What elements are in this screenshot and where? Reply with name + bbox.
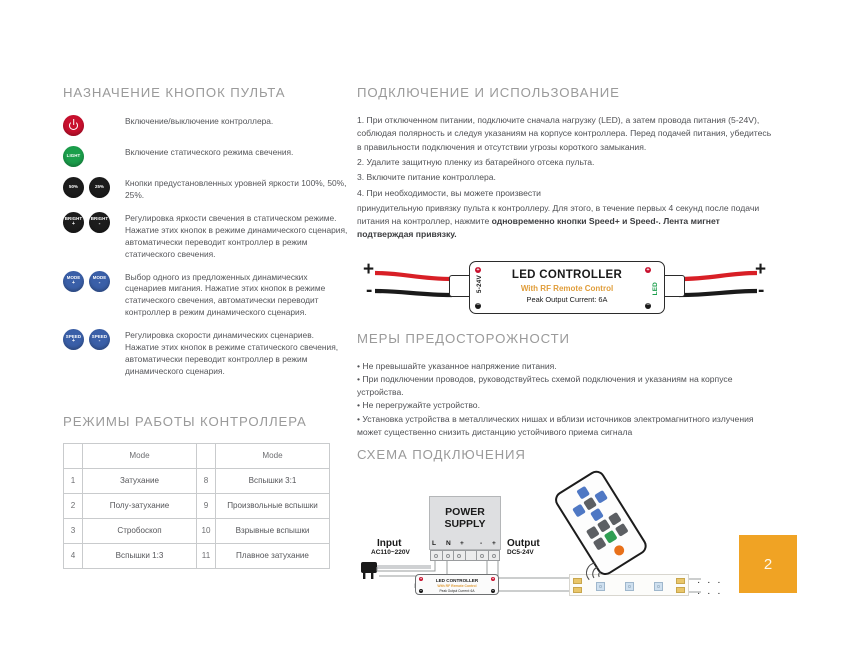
button-label: MODE xyxy=(92,274,107,280)
output-value: DC5-24V xyxy=(507,549,534,557)
button-sign: - xyxy=(98,279,101,286)
button-label: BRIGHT xyxy=(90,216,109,222)
left-strain-relief xyxy=(449,275,471,297)
cell-num: 9 xyxy=(197,493,216,518)
button-group xyxy=(63,270,125,292)
legend-text: Регулировка яркости свечения в статическом режиме. Нажатие этих кнопок в режиме динамического сценария, автоматически переводит контроллер в режим статического свечения. xyxy=(125,212,348,259)
safety-item: • Не перегружайте устройство. xyxy=(357,400,480,411)
cell-num: 10 xyxy=(197,518,216,543)
modes-heading: РЕЖИМЫ РАБОТЫ КОНТРОЛЛЕРА xyxy=(63,413,307,429)
step4-bold: одновременно кнопки Speed+ и Speed-. Лента мигнет подтверждая привязку. xyxy=(357,215,720,239)
strip-pad-plus xyxy=(573,578,582,584)
scheme-controller-body xyxy=(415,574,499,595)
output-plus-dot-icon: + xyxy=(646,266,650,273)
scheme-controller-current: Peak Output Current: 6A xyxy=(439,589,475,594)
speed-plus-button-icon xyxy=(63,329,84,350)
button-group xyxy=(63,211,125,233)
input-plus-dot-icon: + xyxy=(476,266,480,273)
button-sign: + xyxy=(71,338,76,345)
mode-minus-button-icon xyxy=(89,271,110,292)
button-label: 50% xyxy=(68,184,79,190)
wiring-scheme-illustration xyxy=(357,476,777,631)
strip-tail-svg xyxy=(687,574,717,604)
controller-subtitle: With RF Remote Control xyxy=(520,283,614,293)
output-led-label: LED xyxy=(652,281,659,295)
cell-mode: Вспышки 1:3 xyxy=(83,543,197,568)
cell-num: 8 xyxy=(197,468,216,493)
bright-minus-button-icon xyxy=(89,212,110,233)
strip-pad-minus-end xyxy=(676,587,685,593)
cell-mode: Вспышки 3:1 xyxy=(216,468,330,493)
scheme-input-plus-dot-icon: + xyxy=(419,577,423,582)
right-column xyxy=(357,85,777,631)
page-number-badge xyxy=(739,535,797,593)
controller-body xyxy=(469,261,665,314)
input-label: Input xyxy=(377,538,402,550)
cell-num: 3 xyxy=(64,518,83,543)
cell-num: 11 xyxy=(197,543,216,568)
button-sign: + xyxy=(71,279,76,286)
remote-key-power-icon xyxy=(612,544,626,558)
table-header-row xyxy=(64,443,330,468)
table-row xyxy=(64,543,330,568)
button-label: SPEED xyxy=(65,333,82,339)
continuation-dots-bottom: · · · xyxy=(697,588,723,600)
table-row xyxy=(64,493,330,518)
terminal-label-l: L xyxy=(432,540,437,548)
remote-key-e-icon xyxy=(615,523,629,537)
button-sign: - xyxy=(98,338,101,345)
scheme-input-minus-dot-icon: − xyxy=(419,588,423,594)
input-voltage-label: 5-24V xyxy=(476,274,483,293)
scheme-controller-title: LED CONTROLLER xyxy=(435,578,479,584)
output-label: Output xyxy=(507,538,540,550)
modes-section xyxy=(63,414,348,569)
instruction-step-2: 2. Удалите защитную пленку из батарейного отсека пульта. xyxy=(357,156,595,167)
remote-key-right-icon xyxy=(594,490,608,504)
input-value: AC110~220V xyxy=(371,549,410,557)
left-column xyxy=(63,85,348,569)
right-strain-relief xyxy=(663,275,685,297)
page-number: 2 xyxy=(763,555,773,573)
led-chip-icon xyxy=(625,582,634,591)
left-plus-label: + xyxy=(363,258,375,280)
output-minus-dot-icon: − xyxy=(646,301,650,308)
legend-text: Включение статического режима свечения. xyxy=(125,147,294,157)
safety-item: • При подключении проводов, руководствуйтесь схемой подключения и указаниям на корпусе устройства. xyxy=(357,373,733,398)
left-minus-label: - xyxy=(366,279,373,301)
preset-25-button-icon xyxy=(89,177,110,198)
table-row xyxy=(64,518,330,543)
continuation-dots-top: · · · xyxy=(697,577,723,589)
button-sign: - xyxy=(98,221,101,228)
cell-num: 2 xyxy=(64,493,83,518)
legend-item xyxy=(63,211,348,261)
controller-illustration xyxy=(357,255,777,323)
button-label: BRIGHT xyxy=(64,216,83,222)
legend-text: Кнопки предустановленных уровней яркости 100%, 50%, 25%. xyxy=(125,178,347,200)
button-label: LIGHT xyxy=(66,153,81,159)
psu-line-1: POWER xyxy=(445,506,485,519)
cell-mode: Взрывные вспышки xyxy=(216,518,330,543)
light-button-icon xyxy=(63,146,84,167)
cell-mode: Стробоскоп xyxy=(83,518,197,543)
instruction-step-4a: 4. При необходимости, вы можете произвести xyxy=(357,187,541,198)
scheme-output-minus-dot-icon: − xyxy=(491,588,495,594)
legend-text: Выбор одного из предложенных динамических сценариев мигания. Нажатие этих кнопок в режиме статического свечения, автоматически переводит контроллер в режим динамического сценария. xyxy=(125,271,326,318)
remote-key-light-icon xyxy=(604,530,618,544)
input-minus-dot-icon: − xyxy=(476,301,480,308)
button-group xyxy=(63,145,125,167)
th-num-left xyxy=(64,443,83,468)
scheme-controller-subtitle: With RF Remote Control xyxy=(437,584,477,589)
power-button-icon xyxy=(63,115,84,136)
safety-heading: МЕРЫ ПРЕДОСТОРОЖНОСТИ xyxy=(357,330,570,346)
button-group xyxy=(63,328,125,350)
button-group xyxy=(63,176,125,198)
terminal-label-minus: - xyxy=(480,540,483,548)
mode-plus-button-icon xyxy=(63,271,84,292)
legend-item xyxy=(63,114,348,136)
button-label: 25% xyxy=(94,184,105,190)
bright-plus-button-icon xyxy=(63,212,84,233)
terminal-label-n: N xyxy=(446,540,451,548)
strip-pad-minus xyxy=(573,587,582,593)
cell-mode: Затухание xyxy=(83,468,197,493)
legend-text: Регулировка скорости динамических сценариев. Нажатие этих кнопок в режиме статического свечения, автоматически переводит контроллер в режим динамического сценария. xyxy=(125,330,339,376)
strip-pad-plus-end xyxy=(676,578,685,584)
legend-item xyxy=(63,176,348,202)
legend-item xyxy=(63,270,348,320)
cell-mode: Плавное затухание xyxy=(216,543,330,568)
right-plus-label: + xyxy=(755,258,767,280)
instruction-step-4b xyxy=(357,202,777,241)
remote-key-left-icon xyxy=(572,504,586,518)
cell-num: 4 xyxy=(64,543,83,568)
led-chip-icon xyxy=(654,582,663,591)
cell-num: 1 xyxy=(64,468,83,493)
instruction-step-3: 3. Включите питание контроллера. xyxy=(357,172,496,183)
cell-mode: Полу-затухание xyxy=(83,493,197,518)
power-glyph-icon xyxy=(69,121,78,130)
connection-heading: ПОДКЛЮЧЕНИЕ И ИСПОЛЬЗОВАНИЕ xyxy=(357,85,620,100)
preset-50-button-icon xyxy=(63,177,84,198)
strip-wires-svg xyxy=(497,574,577,604)
scheme-heading: СХЕМА ПОДКЛЮЧЕНИЯ xyxy=(357,447,526,463)
remote-button-legend xyxy=(63,114,348,378)
table-row xyxy=(64,468,330,493)
scheme-output-plus-dot-icon: + xyxy=(491,577,495,582)
button-label: SPEED xyxy=(91,333,108,339)
step4-regular: принудительную привязку пульта к контроллеру. Для этого, в течение первых 4 секунд после подачи питания на контроллер, нажмите xyxy=(357,202,760,226)
right-minus-label: - xyxy=(758,279,765,301)
speed-minus-button-icon xyxy=(89,329,110,350)
safety-item: • Установка устройства в металлических нишах и вблизи источников электромагнитного излучения может существенно снизить дистанцию устойчивого приема сигнала xyxy=(357,413,754,438)
remote-key-d-icon xyxy=(593,537,607,551)
terminal-label-gnd: + xyxy=(460,540,464,548)
controller-current: Peak Output Current: 6A xyxy=(526,294,608,304)
instruction-step-1: 1. При отключенном питании, подключите сначала нагрузку (LED), а затем провода питания (5-24V), соблюдая полярность и следуя указаниям на корпусе контроллера. Перед подачей питания, убедитесь в правильности подключения и отсутствии угрозы короткого замыкания. xyxy=(357,115,772,152)
legend-item xyxy=(63,328,348,378)
safety-item: • Не превышайте указанное напряжение питания. xyxy=(357,360,557,371)
terminal-label-plus: + xyxy=(492,540,496,548)
button-sign: + xyxy=(71,221,76,228)
legend-text: Включение/выключение контроллера. xyxy=(125,116,274,126)
controller-title: LED CONTROLLER xyxy=(511,268,623,281)
th-num-right xyxy=(197,443,216,468)
button-group xyxy=(63,114,125,136)
button-label: MODE xyxy=(66,274,81,280)
th-mode-left: Mode xyxy=(83,443,197,468)
remote-buttons-heading: НАЗНАЧЕНИЕ КНОПОК ПУЛЬТА xyxy=(63,85,286,100)
th-mode-right: Mode xyxy=(216,443,330,468)
psu-line-2: SUPPLY xyxy=(444,518,486,531)
cell-mode: Произвольные вспышки xyxy=(216,493,330,518)
legend-item xyxy=(63,145,348,167)
modes-table xyxy=(63,443,330,569)
